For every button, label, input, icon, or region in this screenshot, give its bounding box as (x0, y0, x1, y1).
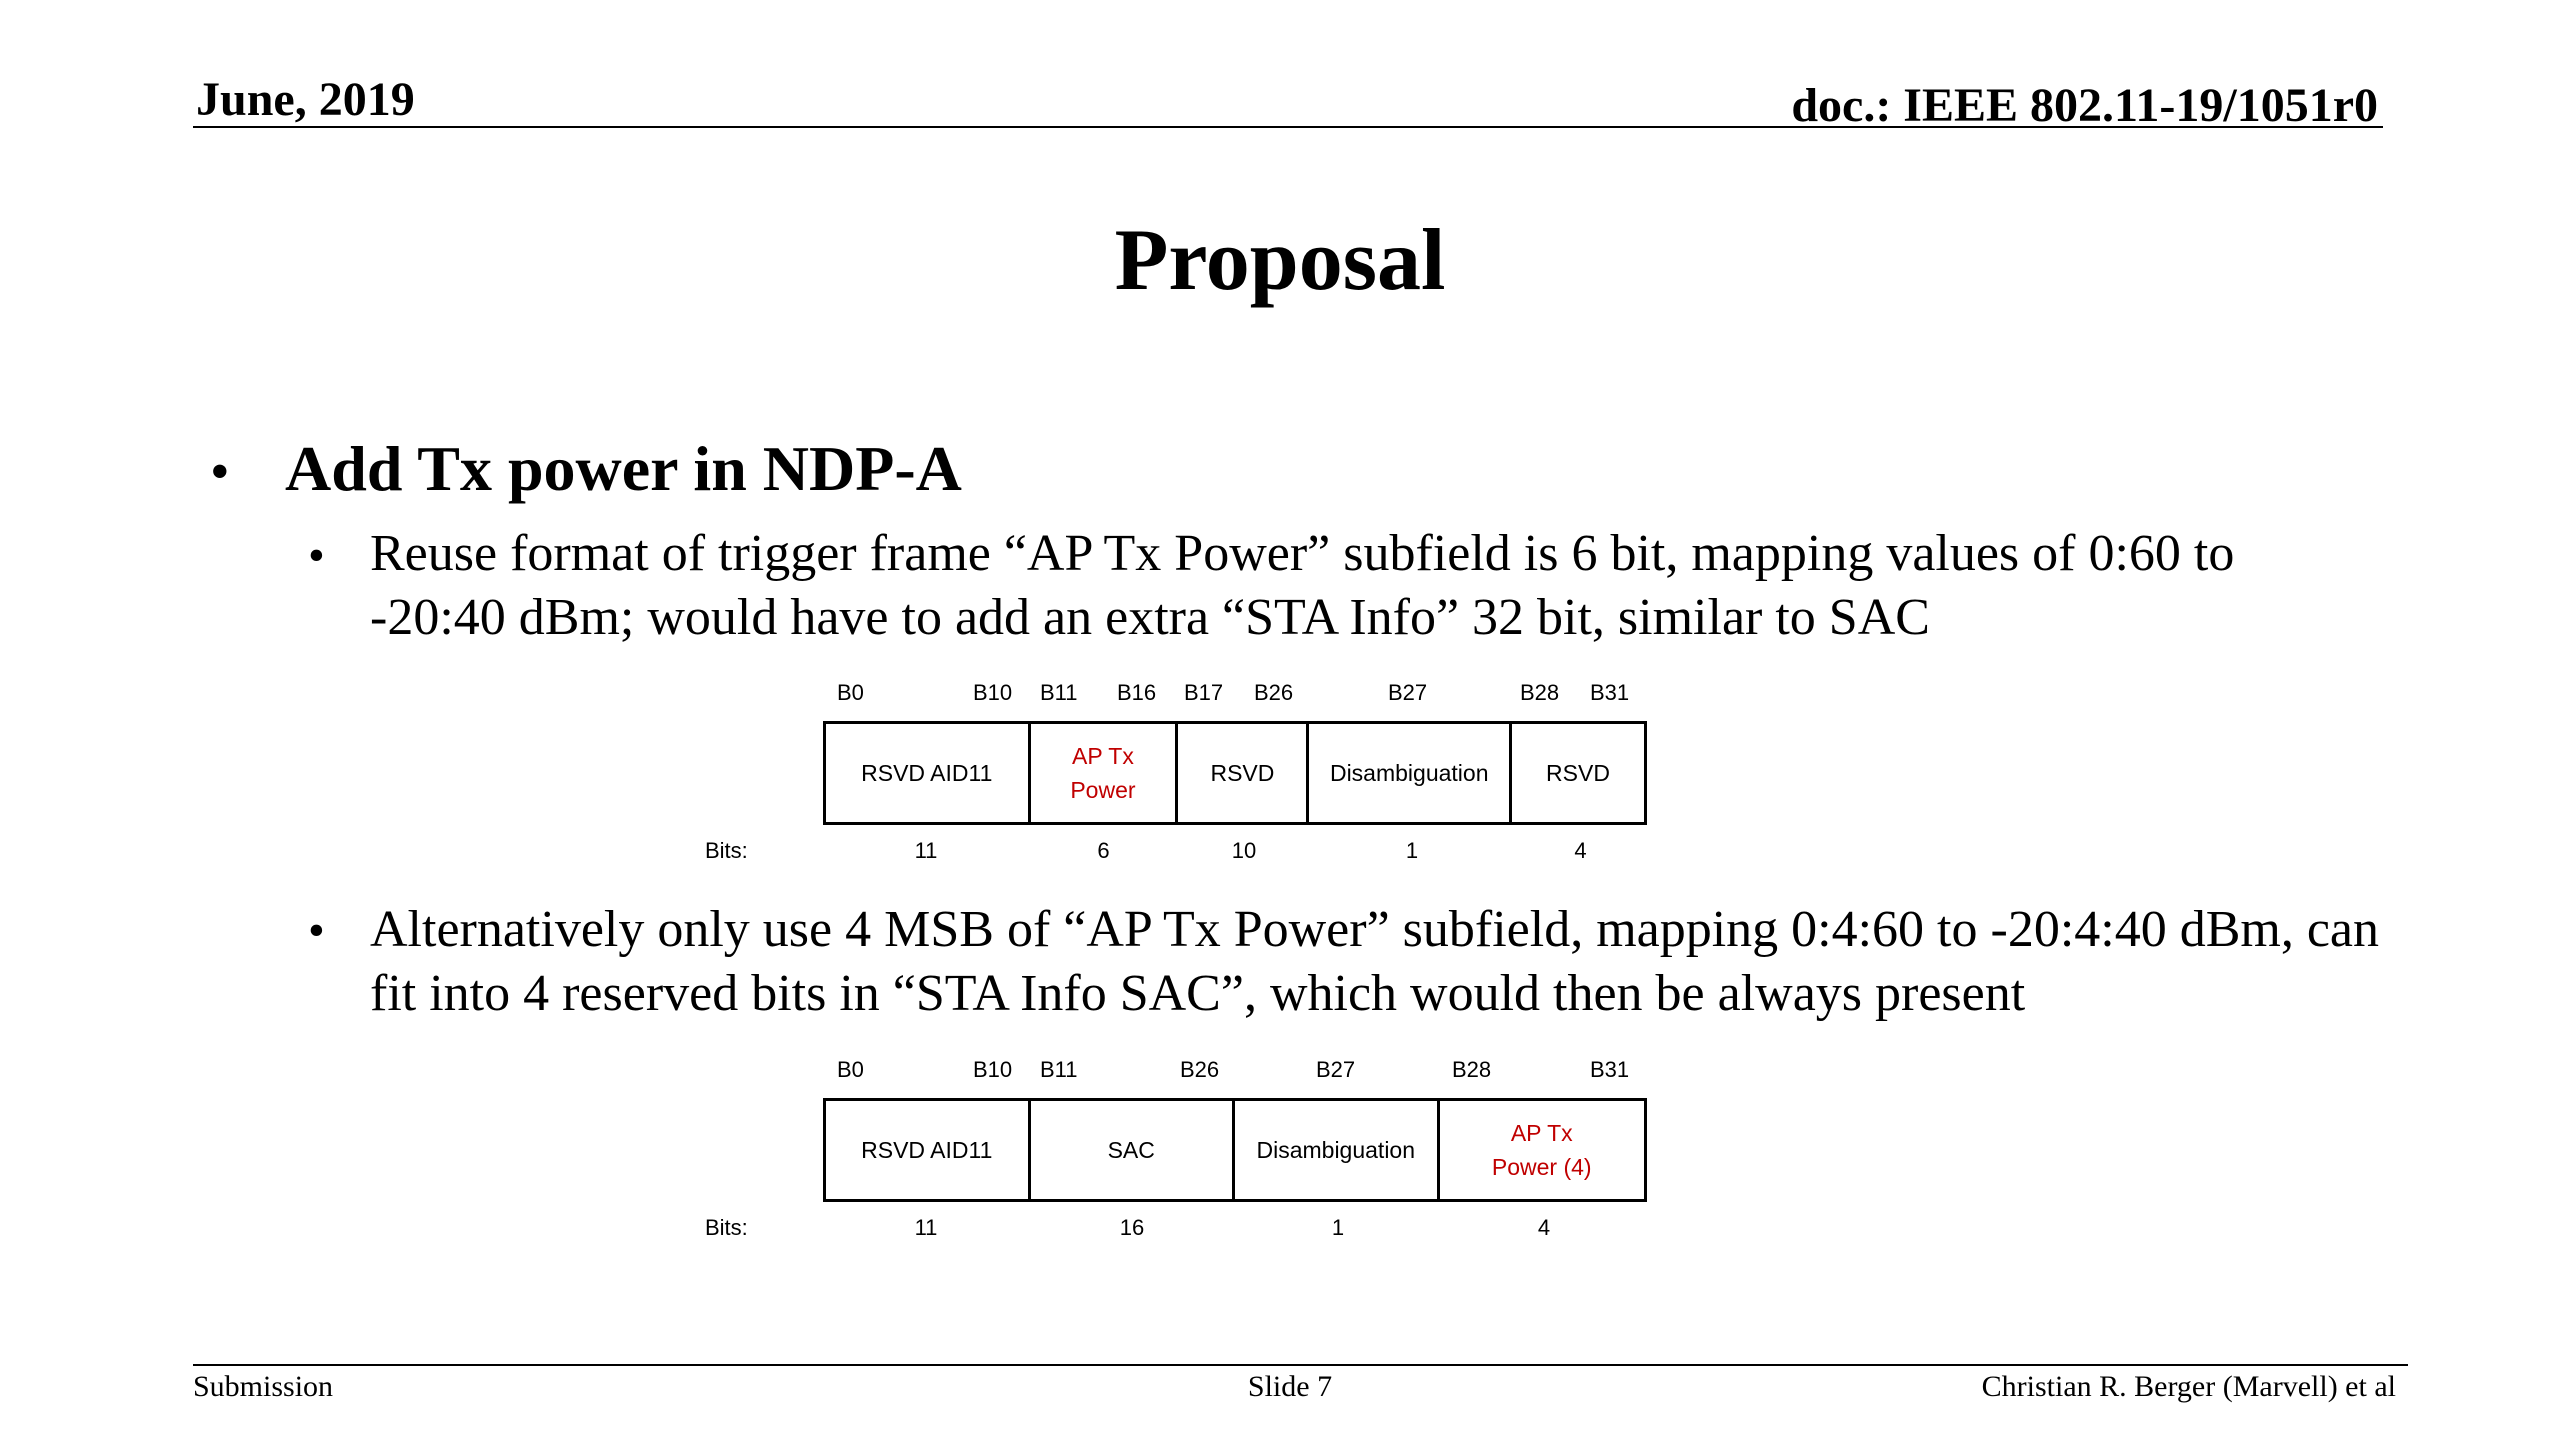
field-bit-count: 4 (1574, 838, 1587, 863)
field-bit-count: 1 (1331, 1215, 1345, 1240)
bit-label: B16 (1117, 680, 1157, 705)
footer-submission: Submission (193, 1370, 334, 1403)
bit-label: B10 (973, 680, 1013, 705)
bit-label: B26 (1180, 1057, 1220, 1082)
header-date: June, 2019 (196, 73, 415, 126)
field-bit-count: 11 (914, 838, 938, 863)
bullet-add-tx-power: Add Tx power in NDP-A (285, 433, 962, 504)
field-cell: RSVD (1546, 760, 1610, 786)
sub-bullet-alternative: Alternatively only use 4 MSB of “AP Tx Power” subfield, mapping 0:4:60 to -20:4:40 dBm, can fit into 4 reserved bits in “STA Info SAC”, which would then be always present (370, 901, 2380, 1022)
bit-label: B10 (973, 1057, 1013, 1082)
sub-bullet-marker: • (308, 529, 325, 582)
bit-label: B11 (1040, 680, 1078, 705)
footer-divider (193, 1364, 2408, 1366)
field-table (823, 721, 1647, 825)
bit-label: B11 (1040, 1057, 1078, 1082)
field-cell: Disambiguation (1235, 1101, 1440, 1199)
bit-label: B28 (1452, 1057, 1492, 1082)
sub-bullet-reuse-format: Reuse format of trigger frame “AP Tx Power” subfield is 6 bit, mapping values of 0:60 to -20:40 dBm; would have to add an extra “STA Info” 32 bit, similar to SAC (370, 525, 2235, 646)
bit-label: B17 (1184, 680, 1224, 705)
field-table (823, 1098, 1647, 1202)
bit-label: B27 (1316, 1057, 1356, 1082)
field-cell: RSVD AID11 (826, 1101, 1031, 1199)
bit-label: B31 (1590, 1057, 1630, 1082)
field-cell-highlight: AP Tx Power (1031, 724, 1179, 822)
header-divider (193, 126, 2383, 128)
bits-row-label: Bits: (705, 838, 748, 863)
bullet-marker: • (210, 441, 230, 503)
bit-label: B26 (1254, 680, 1294, 705)
slide-title: Proposal (1114, 212, 1446, 309)
field-cell: Disambiguation (1309, 724, 1512, 822)
field-bit-count: 16 (1119, 1215, 1145, 1240)
field-cell: RSVD (1178, 724, 1309, 822)
field-bit-count: 11 (914, 1215, 938, 1240)
footer-slide-number: Slide 7 (1247, 1370, 1333, 1403)
field-bit-count: 10 (1231, 838, 1257, 863)
bit-label: B0 (837, 680, 864, 705)
header-doc-id: doc.: IEEE 802.11-19/1051r0 (1791, 79, 2378, 132)
field-cell: SAC (1031, 1101, 1236, 1199)
field-bit-count: 6 (1097, 838, 1110, 863)
sub-bullet-marker: • (308, 904, 325, 957)
footer-author: Christian R. Berger (Marvell) et al (1981, 1370, 2396, 1403)
field-bit-count: 4 (1537, 1215, 1551, 1240)
field-cell: RSVD AID11 (826, 724, 1031, 822)
bit-label: B28 (1520, 680, 1560, 705)
field-cell-highlight: AP Tx Power (4) (1491, 1120, 1592, 1180)
bit-label: B0 (837, 1057, 864, 1082)
bit-label: B31 (1590, 680, 1630, 705)
bits-row-label: Bits: (705, 1215, 748, 1240)
field-bit-count: 1 (1405, 838, 1419, 863)
bit-label: B27 (1388, 680, 1428, 705)
